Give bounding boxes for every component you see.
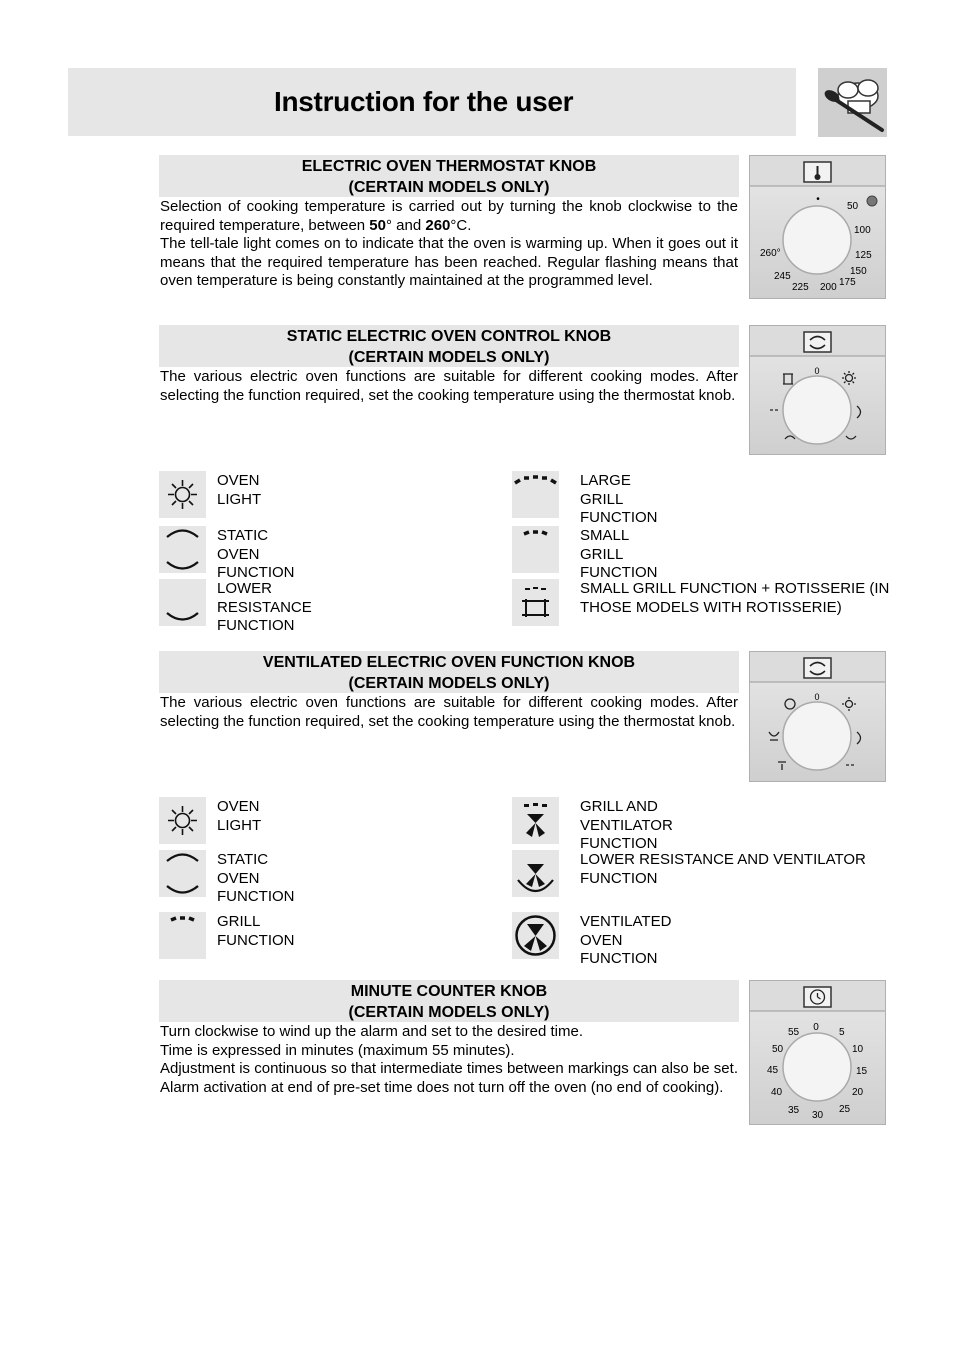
legend-label: GRILL AND VENTILATOR FUNCTION — [580, 798, 673, 852]
minute-counter-paragraph-2: Time is expressed in minutes (maximum 55 minutes). — [160, 1041, 515, 1059]
dial-zero: 0 — [814, 366, 820, 376]
heading-subline: (CERTAIN MODELS ONLY) — [348, 179, 550, 196]
dial-label: 0 — [813, 1022, 819, 1033]
svg-text:•: • — [816, 194, 820, 205]
dial-label: 35 — [788, 1105, 800, 1116]
dial-label: 25 — [839, 1104, 851, 1115]
thermostat-paragraph-1: Selection of cooking temperature is carried out by turning the knob clockwise to the required temperature, between 50° and 260°C. — [160, 198, 738, 234]
section-heading-minute-counter — [159, 980, 739, 1022]
legend-label: SMALL GRILL FUNCTION — [580, 527, 658, 581]
thermostat-paragraph-2: The tell-tale light comes on to indicate that the oven is warming up. When it goes out it means that the required temperature has been reached. Regular flashing means that oven temperature is being constantly maintained at the programmed level. — [160, 235, 738, 290]
lower-resistance-icon — [159, 579, 206, 626]
lower-resistance-fan-icon — [512, 850, 559, 897]
dial-label: 200 — [820, 282, 837, 293]
section-heading-ventilated — [159, 651, 739, 693]
dial-label: 10 — [852, 1044, 864, 1055]
dial-label: 5 — [839, 1027, 845, 1038]
dial-label: 225 — [792, 282, 809, 293]
section-heading-thermostat — [159, 155, 739, 197]
small-grill-icon — [512, 526, 559, 573]
heading-line: VENTILATED ELECTRIC OVEN FUNCTION KNOB — [262, 654, 636, 671]
dial-label: 50 — [847, 201, 859, 212]
dial-label: 15 — [856, 1066, 868, 1077]
static-oven-icon — [159, 526, 206, 573]
minute-counter-description — [160, 1023, 738, 1097]
static-knob-image — [749, 325, 886, 455]
static-description: The various electric oven functions are suitable for different cooking modes. After selecting the function required, set the cooking temperature using the thermostat knob. — [160, 368, 738, 404]
legend-label: SMALL GRILL FUNCTION + ROTISSERIE (IN THOSE MODELS WITH ROTISSERIE) — [580, 580, 890, 616]
ventilated-knob-image — [749, 651, 886, 782]
legend-label: OVEN LIGHT — [217, 472, 262, 508]
heading-line: MINUTE COUNTER KNOB — [350, 983, 548, 1000]
dial-label: 50 — [772, 1044, 784, 1055]
heading-subline: (CERTAIN MODELS ONLY) — [348, 675, 550, 692]
heading-subline: (CERTAIN MODELS ONLY) — [348, 349, 550, 366]
heading-subline: (CERTAIN MODELS ONLY) — [348, 1004, 550, 1021]
rotisserie-icon — [512, 579, 559, 626]
dial-label: 175 — [839, 277, 856, 288]
dial-label: 260° — [760, 248, 781, 259]
large-grill-icon — [512, 471, 559, 518]
dial-label: 245 — [774, 271, 791, 282]
dial-label: 150 — [850, 266, 867, 277]
oven-light-icon — [159, 471, 206, 518]
dial-label: 40 — [771, 1087, 783, 1098]
legend-label: GRILL FUNCTION — [217, 913, 295, 949]
chef-hat-spoon-icon — [818, 68, 887, 137]
thermostat-description — [160, 198, 738, 291]
legend-label: VENTILATED OVEN FUNCTION — [580, 913, 672, 967]
dial-label: 100 — [854, 225, 871, 236]
dial-label: 20 — [852, 1087, 864, 1098]
section-heading-static — [159, 325, 739, 367]
heading-line: STATIC ELECTRIC OVEN CONTROL KNOB — [286, 328, 612, 345]
heading-line: ELECTRIC OVEN THERMOSTAT KNOB — [301, 158, 597, 175]
oven-light-icon — [159, 797, 206, 844]
legend-label: LOWER RESISTANCE AND VENTILATOR FUNCTION — [580, 851, 866, 887]
legend-label: LARGE GRILL FUNCTION — [580, 472, 658, 526]
fan-icon — [512, 912, 559, 959]
legend-label: OVEN LIGHT — [217, 798, 262, 834]
dial-label: 45 — [767, 1065, 779, 1076]
thermostat-knob-image — [749, 155, 886, 299]
legend-label: STATIC OVEN FUNCTION — [217, 527, 295, 581]
grill-icon — [159, 912, 206, 959]
minute-counter-paragraph-3: Adjustment is continuous so that intermediate times between markings can also be set. Alarm activation at end of pre-set time does not turn off the oven (no end of cooking). — [160, 1060, 738, 1096]
minute-counter-knob-image — [749, 980, 886, 1125]
grill-fan-icon — [512, 797, 559, 844]
minute-counter-paragraph-1: Turn clockwise to wind up the alarm and set to the desired time. — [160, 1023, 583, 1040]
dial-label: 55 — [788, 1027, 800, 1038]
dial-label: 125 — [855, 250, 872, 261]
page-title: Instruction for the user — [274, 86, 574, 117]
dial-label: 30 — [812, 1110, 824, 1121]
legend-label: LOWER RESISTANCE FUNCTION — [217, 580, 312, 634]
dial-zero: 0 — [814, 692, 820, 702]
static-oven-icon — [159, 850, 206, 897]
ventilated-description: The various electric oven functions are suitable for different cooking modes. After selecting the function required, set the cooking temperature using the thermostat knob. — [160, 694, 738, 730]
legend-label: STATIC OVEN FUNCTION — [217, 851, 295, 905]
